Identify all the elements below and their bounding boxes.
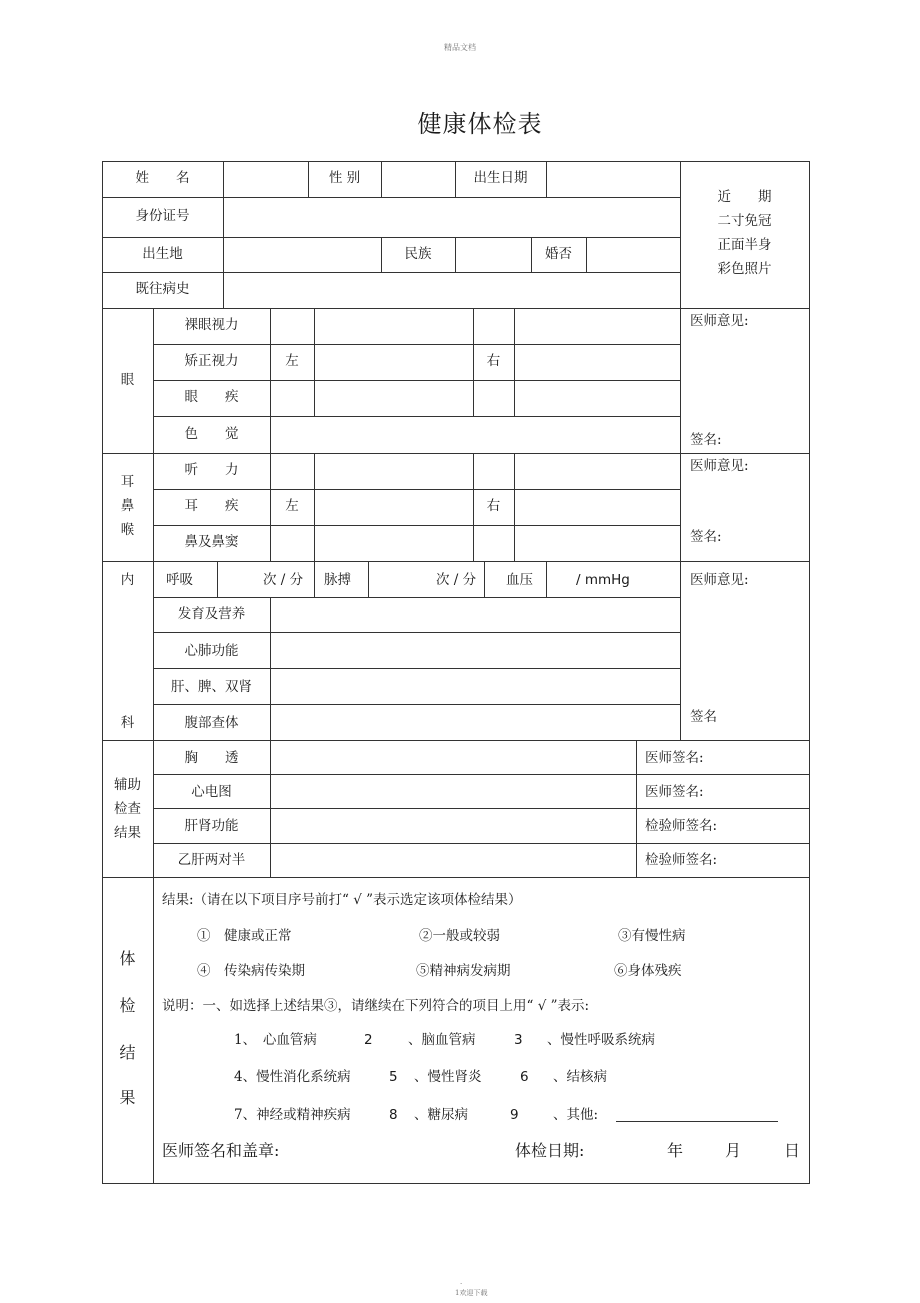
ent-row-ear-disease: 耳 疾 <box>184 498 239 514</box>
section-aux-3: 结果 <box>114 825 141 841</box>
birth-date-input[interactable] <box>547 162 680 197</box>
option-2[interactable]: ②一般或较弱 <box>419 928 500 944</box>
label-gender: 性 别 <box>328 170 361 186</box>
disease-6[interactable]: 、结核病 <box>553 1069 607 1085</box>
section-aux-1: 辅助 <box>114 777 141 793</box>
section-ent-1: 耳 <box>120 474 135 490</box>
disease-9[interactable]: 、其他: <box>553 1107 599 1123</box>
photo-box[interactable] <box>681 162 809 308</box>
disease-5[interactable]: 、慢性肾炎 <box>414 1069 482 1085</box>
option-3[interactable]: ③有慢性病 <box>618 928 686 944</box>
aux-row-hepatitis: 乙肝两对半 <box>177 852 246 868</box>
page-footer-note: 1欢迎下载 <box>455 1289 488 1297</box>
photo-note-2: 二寸免冠 <box>717 213 772 229</box>
label-birth-date: 出生日期 <box>473 170 528 186</box>
result-instruction: 结果:（请在以下项目序号前打“ √ ”表示选定该项体检结果） <box>162 892 522 908</box>
internal-signature: 签名 <box>690 709 717 725</box>
exam-date-year: 年 <box>667 1141 684 1160</box>
result-note: 说明：一、如选择上述结果③，请继续在下列符合的项目上用“ √ ”表示: <box>162 998 590 1014</box>
aux-row-liver-kidney: 肝肾功能 <box>184 818 239 834</box>
ent-row-hearing: 听 力 <box>184 462 239 478</box>
disease-2-number: 2 <box>364 1032 373 1048</box>
section-result-1: 体 <box>119 949 136 968</box>
eye-doctor-opinion: 医师意见: <box>690 313 749 329</box>
photo-note-1: 近 期 <box>717 189 772 205</box>
exam-date-day: 日 <box>784 1141 801 1160</box>
option-5[interactable]: ⑤精神病发病期 <box>416 963 511 979</box>
eye-left-label: 左 <box>285 353 299 369</box>
label-breath-unit: 次 / 分 <box>263 572 304 588</box>
eye-row-color: 色 觉 <box>184 426 239 442</box>
section-eye: 眼 <box>120 372 135 388</box>
disease-4[interactable]: 4、慢性消化系统病 <box>234 1069 351 1085</box>
eye-right-label: 右 <box>486 353 501 369</box>
aux-sign-ecg: 医师签名: <box>645 784 704 800</box>
marital-input[interactable] <box>587 238 680 272</box>
birthplace-input[interactable] <box>224 238 381 272</box>
label-bp-unit: / mmHg <box>576 572 630 588</box>
internal-row-heart-lung: 心肺功能 <box>184 643 239 659</box>
eye-row-naked: 裸眼视力 <box>184 317 239 333</box>
option-4[interactable]: ④ 传染病传染期 <box>197 963 305 979</box>
section-result-2: 检 <box>119 996 136 1015</box>
disease-1[interactable]: 1、 心血管病 <box>234 1032 317 1048</box>
photo-note-4: 彩色照片 <box>717 261 772 277</box>
exam-date-label: 体检日期: <box>515 1141 585 1160</box>
internal-row-growth: 发育及营养 <box>177 606 246 622</box>
aux-sign-liver-kidney: 检验师签名: <box>645 818 718 834</box>
ent-doctor-opinion: 医师意见: <box>690 458 749 474</box>
label-id-number: 身份证号 <box>135 208 190 224</box>
page-header-note: 精品文档 <box>444 43 476 52</box>
disease-7[interactable]: 7、神经或精神疾病 <box>234 1107 351 1123</box>
eye-row-disease: 眼 疾 <box>184 389 239 405</box>
disease-8[interactable]: 、糖尿病 <box>414 1107 468 1123</box>
disease-9-number: 9 <box>510 1107 519 1123</box>
ent-left-label: 左 <box>285 498 299 514</box>
label-birthplace: 出生地 <box>142 246 183 262</box>
aux-row-ecg: 心电图 <box>191 784 232 800</box>
disease-6-number: 6 <box>520 1069 529 1085</box>
ethnicity-input[interactable] <box>456 238 531 272</box>
ent-right-label: 右 <box>486 498 501 514</box>
internal-row-liver: 肝、脾、双肾 <box>171 679 252 695</box>
eye-row-corrected: 矫正视力 <box>184 353 239 369</box>
label-pulse: 脉搏 <box>324 572 351 588</box>
section-aux-2: 检查 <box>114 801 141 817</box>
disease-2[interactable]: 、脑血管病 <box>408 1032 476 1048</box>
id-number-input[interactable] <box>224 198 680 237</box>
aux-sign-chest: 医师签名: <box>645 750 704 766</box>
section-internal-top: 内 <box>120 572 135 588</box>
option-1[interactable]: ① 健康或正常 <box>197 928 292 944</box>
eye-signature: 签名: <box>690 432 722 448</box>
label-marital: 婚否 <box>545 246 572 262</box>
section-ent-3: 喉 <box>120 522 135 538</box>
label-breath: 呼吸 <box>166 572 193 588</box>
section-result-3: 结 <box>119 1043 136 1062</box>
history-input[interactable] <box>224 273 680 308</box>
internal-row-abdomen: 腹部查体 <box>184 715 239 731</box>
section-internal-bottom: 科 <box>120 715 135 731</box>
section-result-4: 果 <box>119 1088 136 1107</box>
other-disease-input[interactable] <box>616 1121 778 1122</box>
label-pulse-unit: 次 / 分 <box>436 572 477 588</box>
label-ethnicity: 民族 <box>404 246 432 262</box>
page-title: 健康体检表 <box>417 110 543 138</box>
label-history: 既往病史 <box>135 281 190 297</box>
doctor-stamp-label: 医师签名和盖章: <box>162 1141 280 1160</box>
aux-sign-hepatitis: 检验师签名: <box>645 852 718 868</box>
label-name: 姓 名 <box>135 170 190 186</box>
ent-row-nose: 鼻及鼻窦 <box>184 534 239 550</box>
photo-note-3: 正面半身 <box>717 237 772 253</box>
name-input[interactable] <box>224 162 308 197</box>
label-bp: 血压 <box>506 572 533 588</box>
option-6[interactable]: ⑥身体残疾 <box>614 963 682 979</box>
disease-3-number: 3 <box>514 1032 523 1048</box>
disease-3[interactable]: 、慢性呼吸系统病 <box>547 1032 655 1048</box>
disease-8-number: 8 <box>389 1107 398 1123</box>
ent-signature: 签名: <box>690 529 722 545</box>
internal-doctor-opinion: 医师意见: <box>690 572 749 588</box>
gender-input[interactable] <box>382 162 455 197</box>
disease-5-number: 5 <box>389 1069 398 1085</box>
footer-dot: . <box>460 1278 463 1286</box>
exam-date-month: 月 <box>725 1141 742 1160</box>
aux-row-chest: 胸 透 <box>184 750 239 766</box>
section-ent-2: 鼻 <box>120 498 135 514</box>
